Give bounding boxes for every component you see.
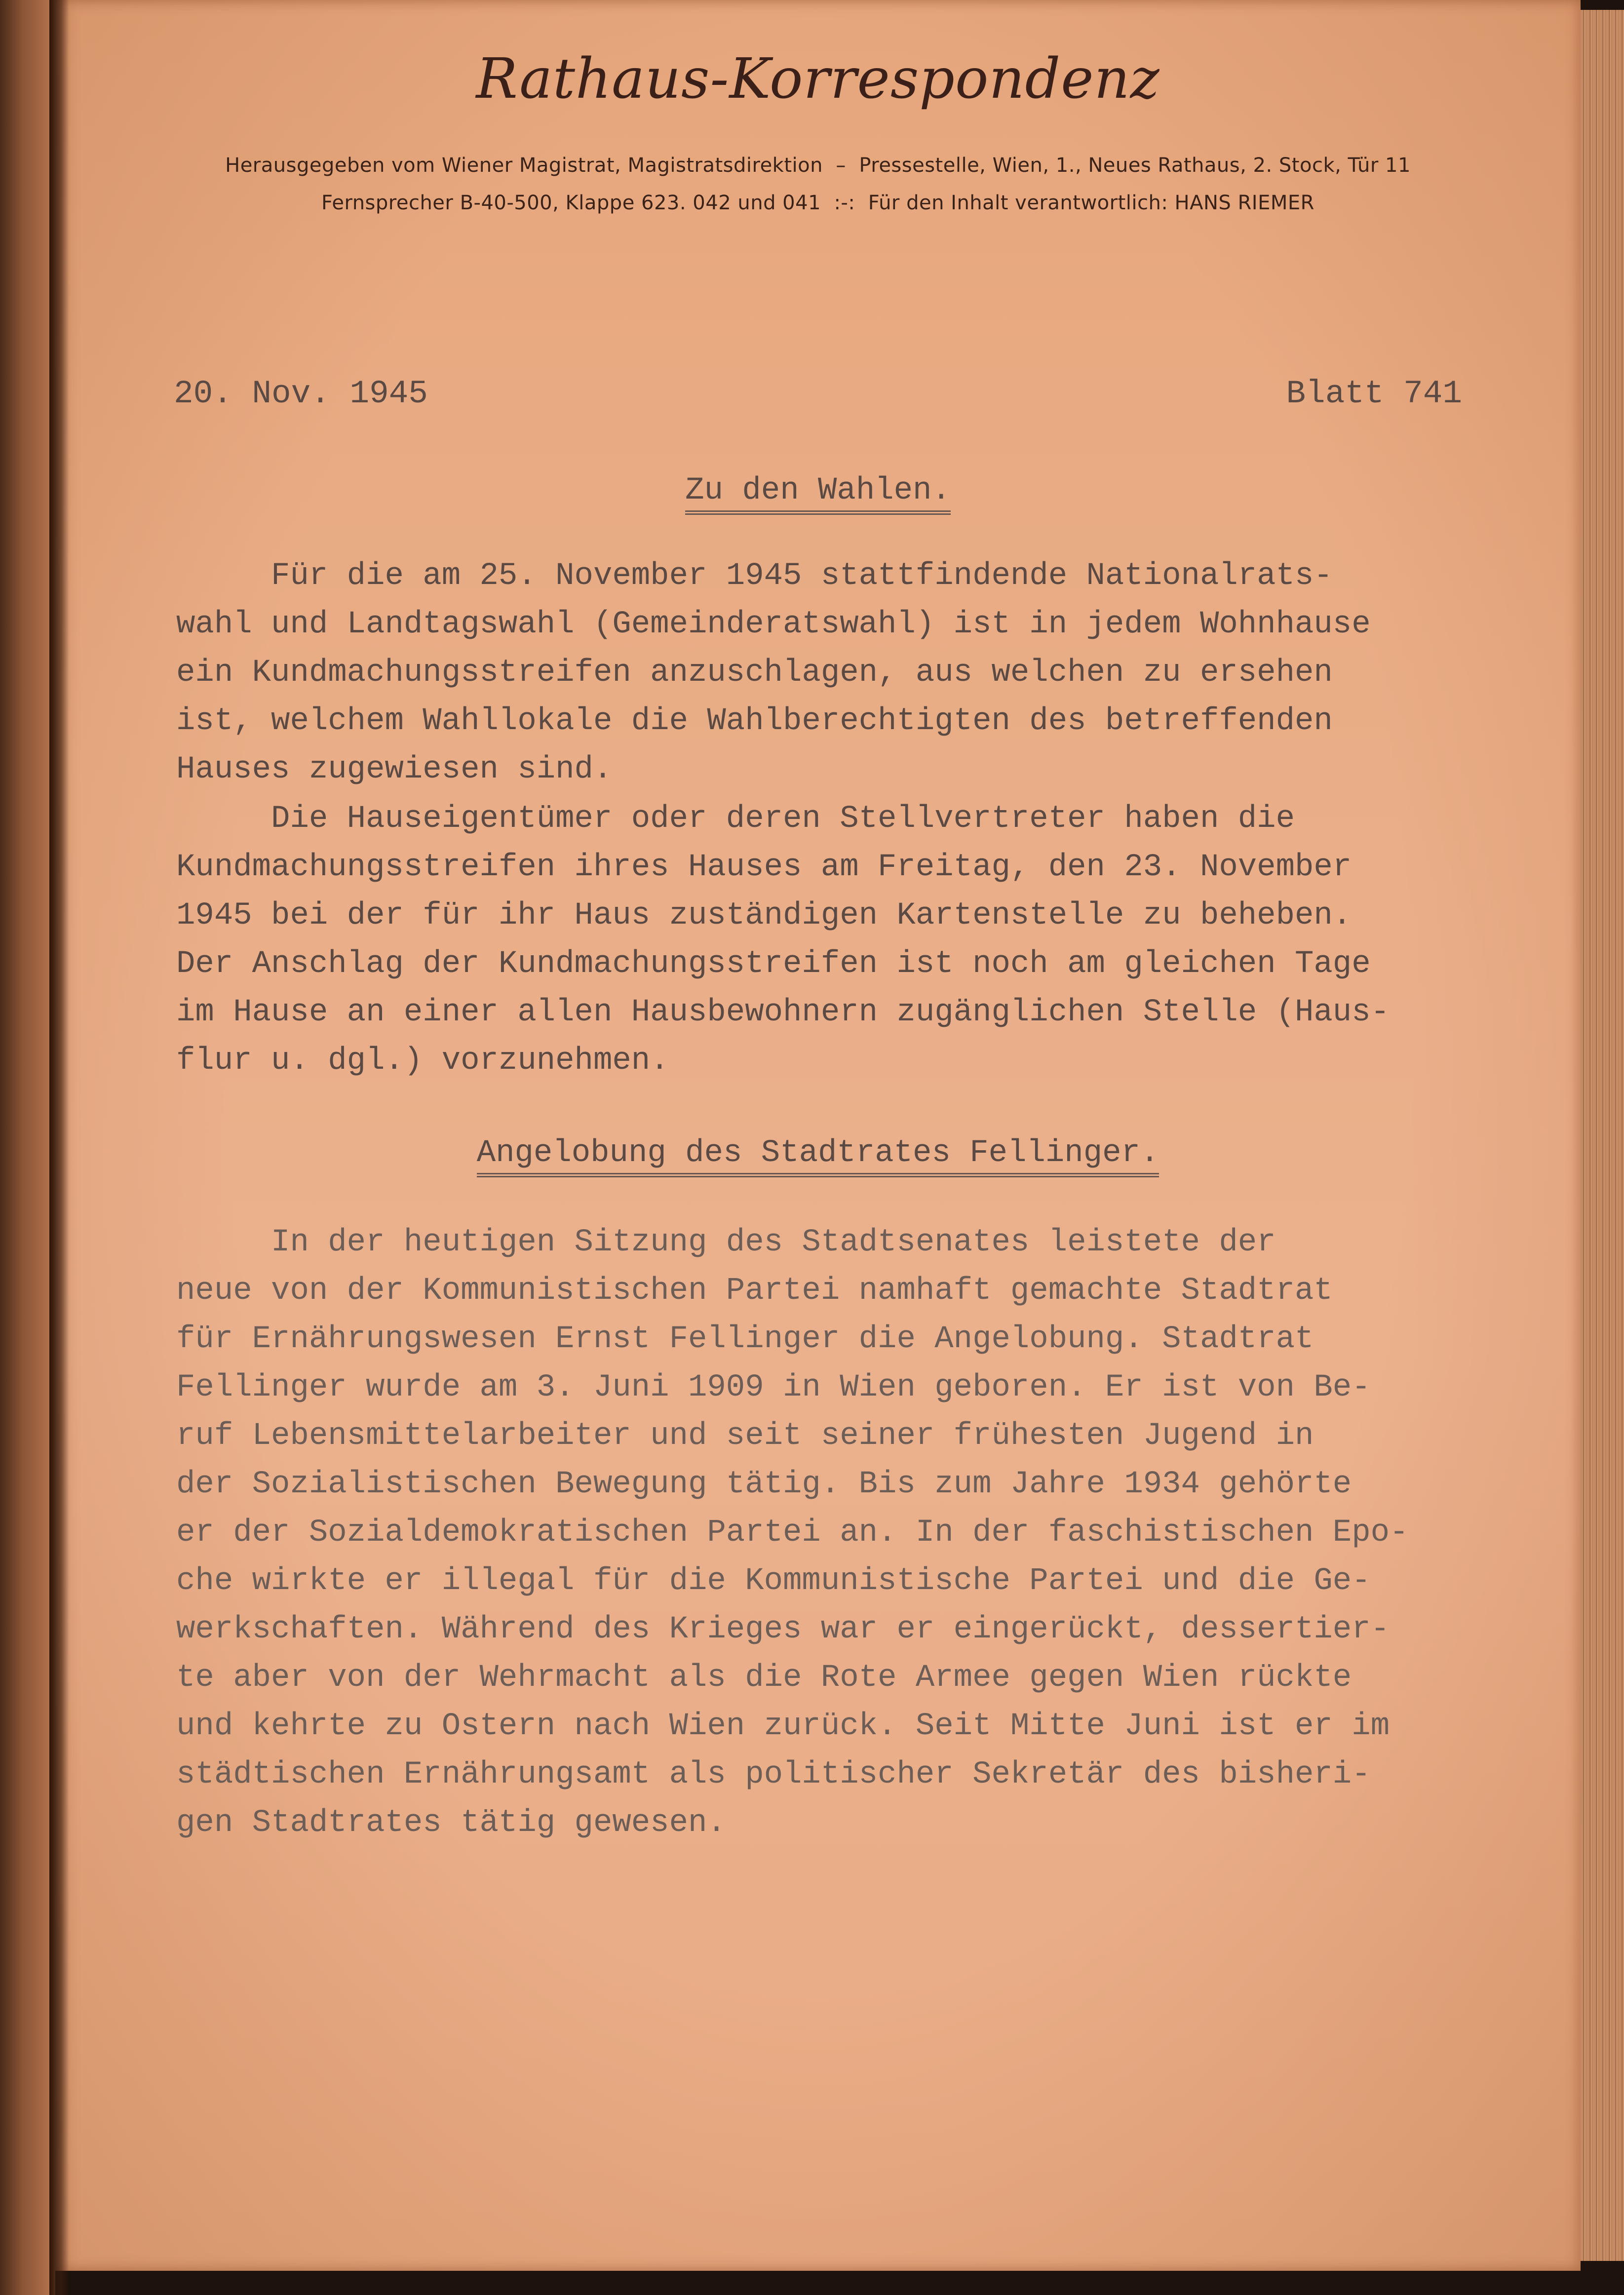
article-paragraph bbox=[176, 1218, 1499, 1847]
text-line: er der Sozialdemokratischen Partei an. In der faschistischen Epo- bbox=[176, 1515, 1409, 1551]
text-line: gen Stadtrates tätig gewesen. bbox=[176, 1805, 726, 1841]
previous-page-edge bbox=[0, 0, 55, 2295]
text-line: und kehrte zu Ostern nach Wien zurück. Seit Mitte Juni ist er im bbox=[176, 1709, 1390, 1744]
text-line: ist, welchem Wahllokale die Wahlberechtigten des betreffenden bbox=[176, 703, 1333, 739]
masthead-publisher-line: Herausgegeben vom Wiener Magistrat, Magistratsdirektion – Pressestelle, Wien, 1., Neues Rathaus, 2. Stock, Tür 11 bbox=[225, 154, 1411, 177]
text-line: te aber von der Wehrmacht als die Rote Armee gegen Wien rückte bbox=[176, 1660, 1352, 1696]
text-line: der Sozialistischen Bewegung tätig. Bis zum Jahre 1934 gehörte bbox=[176, 1467, 1352, 1502]
text-line: In der heutigen Sitzung des Stadtsenates leistete der bbox=[176, 1225, 1276, 1260]
article-heading-inauguration bbox=[55, 1135, 1581, 1177]
text-line: flur u. dgl.) vorzunehmen. bbox=[176, 1043, 669, 1079]
text-line: Hauses zugewiesen sind. bbox=[176, 752, 613, 787]
text-line: che wirkte er illegal für die Kommunistische Partei und die Ge- bbox=[176, 1563, 1371, 1599]
dateline-date: 20. Nov. 1945 bbox=[174, 375, 428, 412]
article-paragraph bbox=[176, 795, 1499, 1085]
binding-shadow bbox=[49, 0, 69, 2295]
masthead-title: Rathaus-Korrespondenz bbox=[476, 47, 1160, 111]
text-line: städtischen Ernährungsamt als politischer Sekretär des bisheri- bbox=[176, 1757, 1371, 1792]
text-line: Kundmachungsstreifen ihres Hauses am Freitag, den 23. November bbox=[176, 850, 1352, 885]
heading-text: Zu den Wahlen. bbox=[685, 473, 951, 515]
document-page bbox=[55, 0, 1581, 2271]
heading-text: Angelobung des Stadtrates Fellinger. bbox=[477, 1135, 1160, 1177]
text-line: für Ernährungswesen Ernst Fellinger die Angelobung. Stadtrat bbox=[176, 1322, 1314, 1357]
text-line: Für die am 25. November 1945 stattfindende Nationalrats- bbox=[176, 558, 1333, 594]
text-line: neue von der Kommunistischen Partei namhaft gemachte Stadtrat bbox=[176, 1273, 1333, 1309]
text-line: Die Hauseigentümer oder deren Stellvertreter haben die bbox=[176, 801, 1295, 837]
text-line: Der Anschlag der Kundmachungsstreifen ist noch am gleichen Tage bbox=[176, 946, 1371, 982]
article-paragraph bbox=[176, 552, 1499, 794]
text-line: 1945 bei der für ihr Haus zuständigen Kartenstelle zu beheben. bbox=[176, 898, 1352, 934]
masthead-contact-line: Fernsprecher B-40-500, Klappe 623. 042 und 041 :-: Für den Inhalt verantwortlich: HANS RIEMER bbox=[321, 192, 1315, 214]
text-line: ruf Lebensmittelarbeiter und seit seiner frühesten Jugend in bbox=[176, 1418, 1314, 1454]
text-line: wahl und Landtagswahl (Gemeinderatswahl) ist in jedem Wohnhause bbox=[176, 607, 1371, 642]
text-line: werkschaften. Während des Krieges war er eingerückt, dessertier- bbox=[176, 1612, 1390, 1647]
dateline-sheet-number: Blatt 741 bbox=[1286, 375, 1462, 412]
article-heading-elections bbox=[55, 473, 1581, 515]
text-line: Fellinger wurde am 3. Juni 1909 in Wien geboren. Er ist von Be- bbox=[176, 1370, 1371, 1405]
text-line: ein Kundmachungsstreifen anzuschlagen, aus welchen zu ersehen bbox=[176, 655, 1333, 691]
text-line: im Hause an einer allen Hausbewohnern zugänglichen Stelle (Haus- bbox=[176, 995, 1390, 1030]
